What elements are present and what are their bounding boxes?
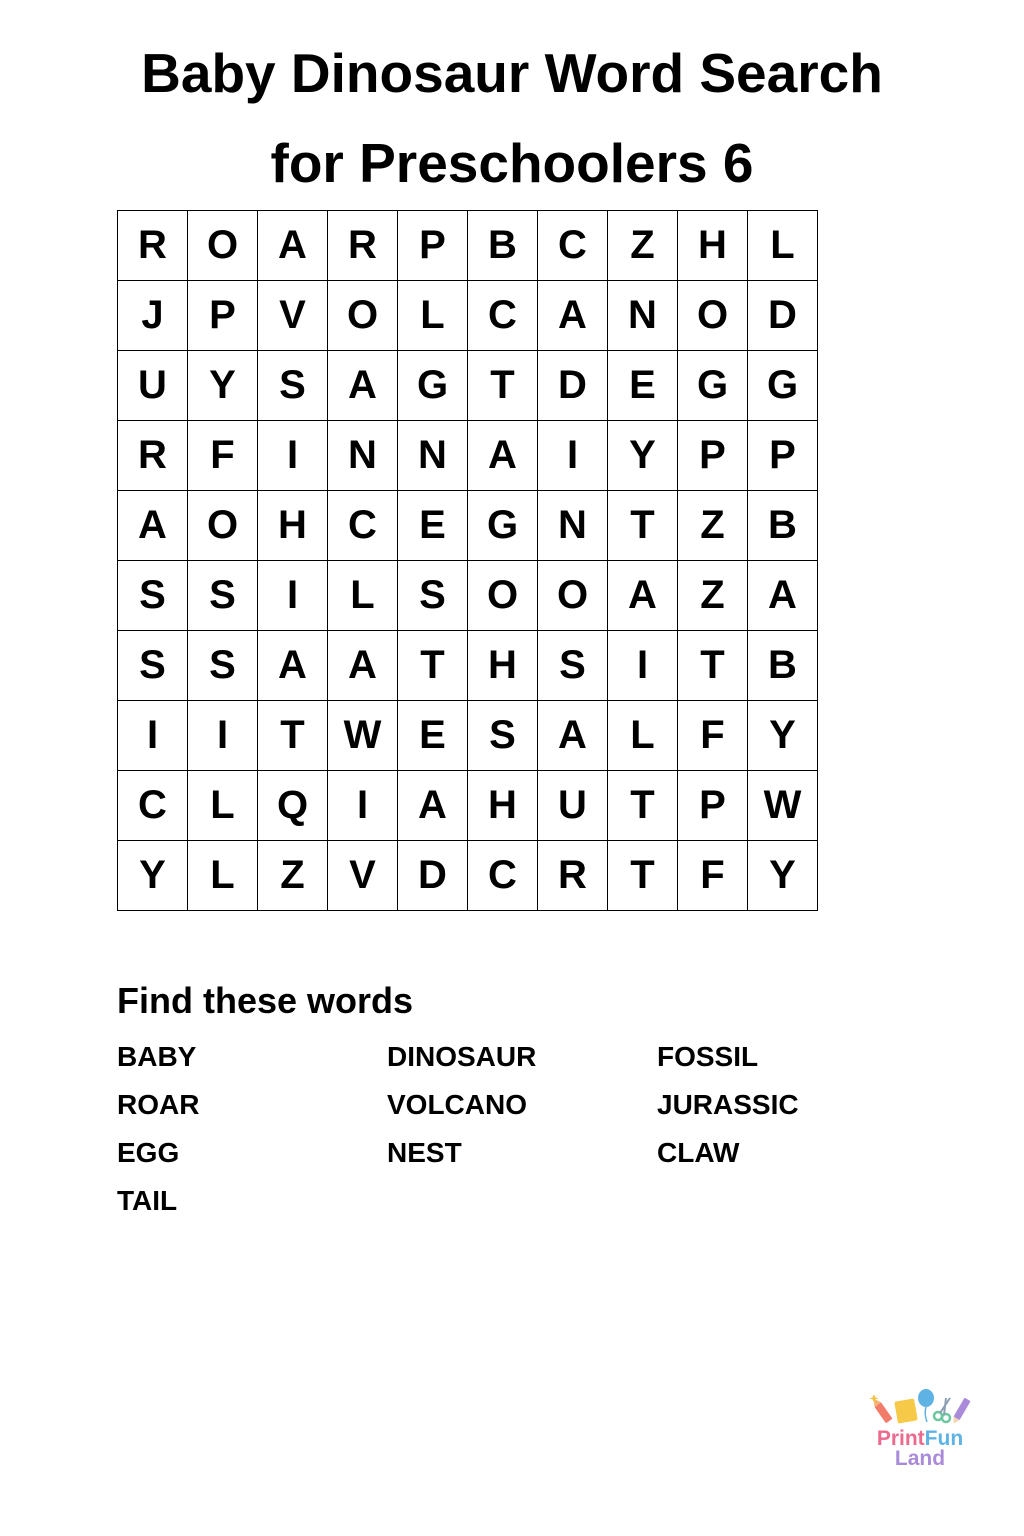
title-line-1: Baby Dinosaur Word Search <box>141 42 883 104</box>
word-list-item: NEST <box>387 1137 462 1168</box>
grid-cell: Q <box>258 771 328 841</box>
logo-land-text: Land <box>894 1447 946 1470</box>
grid-cell: E <box>398 701 468 771</box>
grid-cell: T <box>608 491 678 561</box>
grid-cell: T <box>678 631 748 701</box>
grid-cell: R <box>538 841 608 911</box>
grid-cell: G <box>748 351 818 421</box>
grid-cell: A <box>538 281 608 351</box>
grid-cell: A <box>608 561 678 631</box>
grid-cell: G <box>678 351 748 421</box>
grid-cell: I <box>188 701 258 771</box>
grid-cell: R <box>328 211 398 281</box>
craft-supplies-icon <box>866 1388 974 1428</box>
title-line-2: for Preschoolers 6 <box>270 132 754 194</box>
grid-cell: O <box>328 281 398 351</box>
grid-cell: S <box>538 631 608 701</box>
grid-cell: L <box>608 701 678 771</box>
grid-cell: I <box>538 421 608 491</box>
grid-cell: H <box>468 631 538 701</box>
grid-cell: A <box>748 561 818 631</box>
grid-cell: C <box>468 281 538 351</box>
grid-cell: N <box>398 421 468 491</box>
grid-cell: F <box>678 841 748 911</box>
grid-cell: O <box>188 211 258 281</box>
grid-cell: O <box>188 491 258 561</box>
grid-cell: I <box>258 561 328 631</box>
word-list <box>117 1040 917 1232</box>
grid-cell: S <box>118 631 188 701</box>
grid-cell: I <box>608 631 678 701</box>
logo-fun-text: Fun <box>924 1427 964 1450</box>
grid-cell: N <box>608 281 678 351</box>
grid-cell: L <box>748 211 818 281</box>
grid-cell: P <box>398 211 468 281</box>
grid-cell: R <box>118 421 188 491</box>
grid-cell: E <box>608 351 678 421</box>
word-list-item: TAIL <box>117 1185 178 1216</box>
grid-cell: Y <box>188 351 258 421</box>
grid-cell: I <box>258 421 328 491</box>
grid-cell: V <box>328 841 398 911</box>
grid-cell: G <box>468 491 538 561</box>
grid-cell: J <box>118 281 188 351</box>
printfunland-logo <box>866 1388 974 1474</box>
grid-cell: L <box>188 771 258 841</box>
grid-cell: P <box>188 281 258 351</box>
grid-cell: B <box>748 491 818 561</box>
grid-cell: N <box>538 491 608 561</box>
grid-cell: A <box>398 771 468 841</box>
word-list-item: FOSSIL <box>657 1041 759 1072</box>
grid-cell: L <box>398 281 468 351</box>
grid-cell: T <box>468 351 538 421</box>
grid-cell: T <box>608 771 678 841</box>
logo-print-text: Print <box>876 1427 925 1450</box>
grid-cell: W <box>328 701 398 771</box>
grid-cell: L <box>328 561 398 631</box>
grid-cell: S <box>188 631 258 701</box>
word-list-item: VOLCANO <box>387 1089 527 1120</box>
grid-cell: Y <box>748 841 818 911</box>
grid-cell: O <box>468 561 538 631</box>
word-search-grid <box>117 210 818 911</box>
grid-cell: T <box>258 701 328 771</box>
grid-cell: S <box>468 701 538 771</box>
grid-cell: S <box>188 561 258 631</box>
grid-cell: Z <box>258 841 328 911</box>
grid-cell: Z <box>678 491 748 561</box>
grid-cell: Z <box>608 211 678 281</box>
grid-cell: P <box>748 421 818 491</box>
grid-cell: F <box>678 701 748 771</box>
grid-cell: I <box>118 701 188 771</box>
grid-cell: C <box>328 491 398 561</box>
grid-cell: W <box>748 771 818 841</box>
grid-cell: T <box>608 841 678 911</box>
word-list-item: EGG <box>117 1137 180 1168</box>
grid-cell: A <box>258 211 328 281</box>
word-list-item: CLAW <box>657 1137 740 1168</box>
grid-cell: U <box>118 351 188 421</box>
word-list-item: DINOSAUR <box>387 1041 537 1072</box>
grid-cell: H <box>678 211 748 281</box>
grid-cell: A <box>538 701 608 771</box>
grid-cell: V <box>258 281 328 351</box>
grid-cell: C <box>118 771 188 841</box>
find-words-heading: Find these words <box>117 980 414 1021</box>
grid-cell: N <box>328 421 398 491</box>
grid-cell: O <box>678 281 748 351</box>
grid-cell: A <box>328 351 398 421</box>
grid-cell: H <box>468 771 538 841</box>
grid-cell: C <box>538 211 608 281</box>
grid-cell: Y <box>608 421 678 491</box>
grid-cell: D <box>748 281 818 351</box>
grid-cell: S <box>258 351 328 421</box>
grid-cell: Y <box>118 841 188 911</box>
grid-cell: B <box>748 631 818 701</box>
grid-cell: C <box>468 841 538 911</box>
grid-cell: S <box>398 561 468 631</box>
grid-cell: A <box>468 421 538 491</box>
word-list-item: JURASSIC <box>657 1089 799 1120</box>
grid-cell: D <box>398 841 468 911</box>
grid-cell: F <box>188 421 258 491</box>
grid-cell: D <box>538 351 608 421</box>
word-list-item: ROAR <box>117 1089 200 1120</box>
grid-cell: I <box>328 771 398 841</box>
grid-cell: A <box>258 631 328 701</box>
grid-cell: P <box>678 771 748 841</box>
grid-cell: Z <box>678 561 748 631</box>
grid-cell: E <box>398 491 468 561</box>
logo-text-printfun <box>866 1428 974 1449</box>
grid-cell: B <box>468 211 538 281</box>
grid-cell: P <box>678 421 748 491</box>
word-list-item: BABY <box>117 1041 197 1072</box>
grid-cell: A <box>328 631 398 701</box>
grid-cell: Y <box>748 701 818 771</box>
grid-cell: L <box>188 841 258 911</box>
grid-cell: S <box>118 561 188 631</box>
grid-cell: R <box>118 211 188 281</box>
grid-cell: G <box>398 351 468 421</box>
grid-cell: T <box>398 631 468 701</box>
grid-cell: O <box>538 561 608 631</box>
grid-cell: A <box>118 491 188 561</box>
grid-cell: H <box>258 491 328 561</box>
grid-cell: U <box>538 771 608 841</box>
